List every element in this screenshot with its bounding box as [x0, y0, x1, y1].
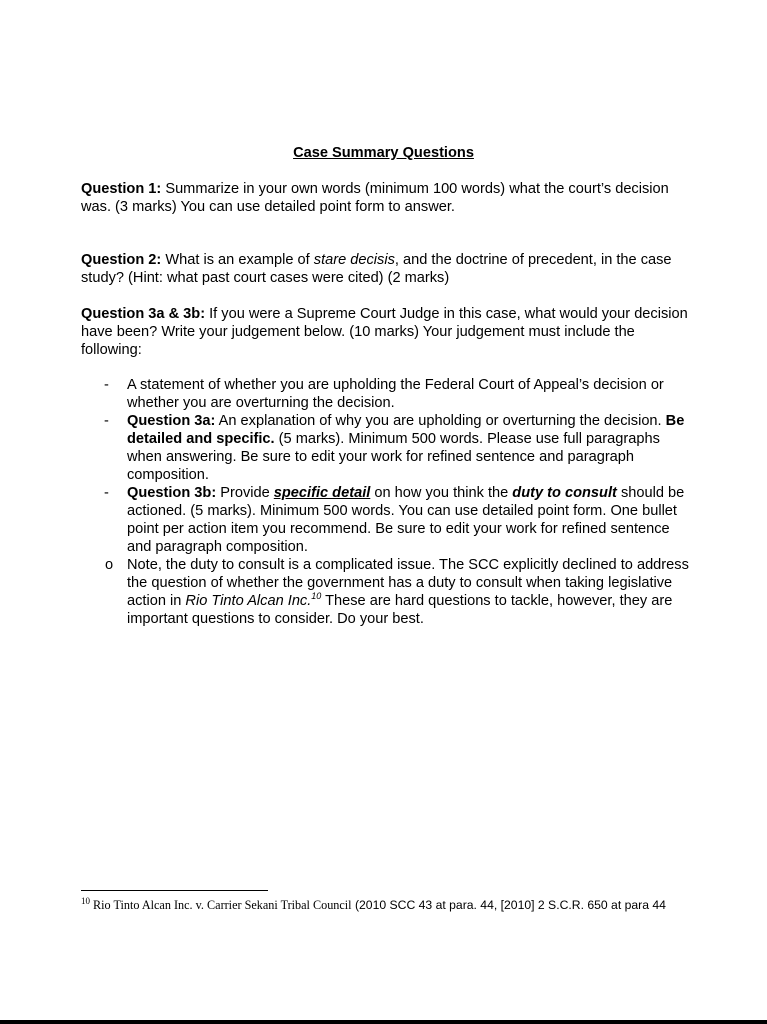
question-3-label: Question 3a & 3b: [81, 306, 206, 322]
list-item [81, 376, 691, 412]
question-3-text: If you were a Supreme Court Judge in this case, what would your decision have been? Write your judgement below. (10 marks) Your judgement must include the following: [81, 306, 688, 358]
page-title: Case Summary Questions [293, 145, 474, 161]
footnote [81, 897, 681, 913]
question-3a-text-1: An explanation of why you are upholding or overturning the decision. [215, 413, 666, 429]
footnote-number: 10 [81, 895, 90, 906]
question-2-italic-term: stare decisis [313, 252, 395, 268]
question-2-text-before: What is an example of [161, 252, 314, 268]
requirements-list [81, 376, 691, 628]
question-1-text: Summarize in your own words (minimum 100 words) what the court’s decision was. (3 marks) You can use detailed point form to answer. [81, 181, 669, 215]
bullet-1-text: A statement of whether you are upholding the Federal Court of Appeal’s decision or whether you are overturning the decision. [127, 377, 664, 411]
question-2-text-after: , and the doctrine of precedent, in the case study? (Hint: what past court cases were cited) (2 marks) [81, 252, 672, 286]
question-3b-label: Question 3b: [127, 485, 217, 501]
note-case-name: Rio Tinto Alcan Inc. [185, 593, 312, 609]
question-2-label: Question 2: [81, 252, 162, 268]
footnote-reference[interactable]: 10 [311, 591, 322, 602]
footnote-divider [81, 890, 268, 891]
dash-marker: - [104, 485, 109, 501]
list-item [81, 412, 691, 484]
dash-marker: - [104, 413, 109, 429]
question-1-label: Question 1: [81, 181, 162, 197]
question-3 [81, 305, 691, 359]
question-3b-duty-to-consult: duty to consult [512, 485, 617, 501]
question-3a-bold-text: Be detailed and specific. [127, 413, 685, 447]
note-text-2: These are hard questions to tackle, however, they are important questions to consider. Do your best. [127, 593, 673, 627]
list-item [81, 484, 691, 556]
note-text-1: Note, the duty to consult is a complicated issue. The SCC explicitly declined to address the question of whether the government has a duty to consult when taking legislative action in [127, 557, 689, 609]
question-3a-label: Question 3a: [127, 413, 216, 429]
footnote-citation: (2010 SCC 43 at para. 44, [2010] 2 S.C.R. 650 at para 44 [351, 898, 666, 912]
dash-marker: - [104, 377, 109, 393]
question-3a-text-2: (5 marks). Minimum 500 words. Please use full paragraphs when answering. Be sure to edit your work for refined sentence and paragraph composition. [127, 431, 660, 483]
question-2 [81, 251, 691, 287]
question-3b-text-3: should be actioned. (5 marks). Minimum 500 words. You can use detailed point form. One bullet point per action item you recommend. Be sure to edit your work for refined sentence and paragraph composition. [127, 485, 685, 555]
footnote-case-name: Rio Tinto Alcan Inc. v. Carrier Sekani Tribal Council [90, 898, 352, 912]
question-1 [81, 180, 691, 216]
circle-marker: o [105, 557, 114, 573]
question-3b-specific-detail: specific detail [273, 485, 371, 501]
list-item [35, 556, 691, 628]
question-3b-text-2: on how you think the [370, 485, 513, 501]
page-bottom-border [0, 1020, 767, 1024]
question-3b-text-1: Provide [216, 485, 274, 501]
